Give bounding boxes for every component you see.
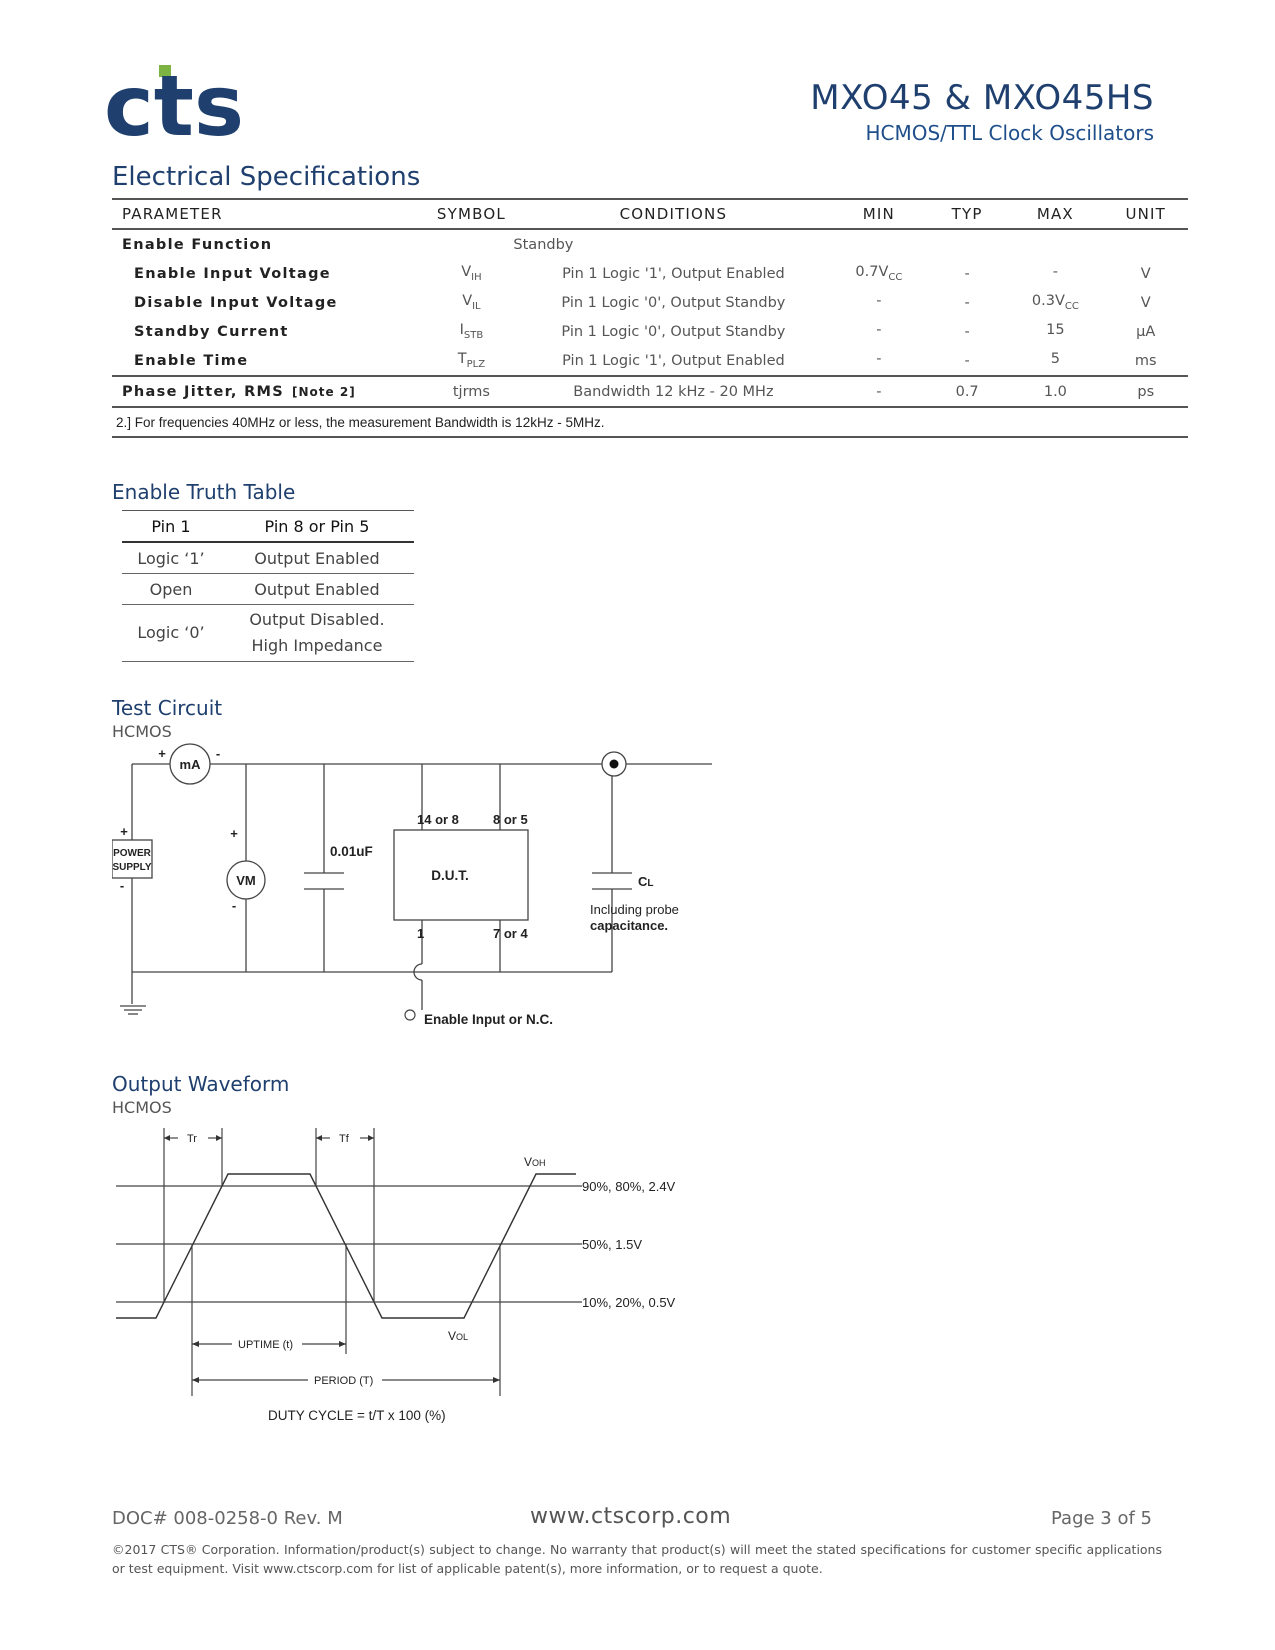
product-subtitle: HCMOS/TTL Clock Oscillators	[865, 121, 1154, 145]
symbol-cell: $V_{IL}$	[462, 293, 481, 312]
col-unit: UNIT	[1104, 199, 1189, 229]
unit-cell: ms	[1134, 352, 1157, 369]
electrical-specifications-heading: Electrical Specifications	[112, 162, 421, 192]
ammeter-plus: +	[158, 746, 166, 761]
output-cell: Output Disabled. High Impedance	[220, 605, 414, 662]
spec-row	[112, 288, 1188, 317]
param-cell: Enable Time	[134, 352, 249, 369]
page-number: Page 3 of 5	[1051, 1508, 1152, 1529]
waveform-arrowheads	[164, 1135, 500, 1383]
col-conditions: CONDITIONS	[516, 199, 831, 229]
pin1-cell: Open	[122, 574, 220, 605]
note-reference: [Note 2]	[292, 384, 356, 399]
output-waveform-subheading: HCMOS	[112, 1098, 172, 1117]
typ-cell: -	[964, 265, 970, 282]
level-low-label: 10%, 20%, 0.5V	[582, 1295, 676, 1310]
truth-header-row	[122, 511, 414, 543]
uptime-label: UPTIME (t)	[238, 1339, 293, 1351]
spec-note-row	[112, 407, 1188, 437]
col-symbol: SYMBOL	[427, 199, 516, 229]
unit-cell: V	[1140, 265, 1151, 282]
level-high-label: 90%, 80%, 2.4V	[582, 1179, 676, 1194]
pin-enable-label: 1	[417, 926, 425, 941]
spec-header-row	[112, 199, 1188, 229]
max-cell: $0.3V_{CC}$	[1031, 293, 1079, 312]
pin-gnd-label: 7 or 4	[493, 926, 528, 941]
min-cell: -	[876, 293, 882, 310]
bypass-capacitor-label: 0.01uF	[330, 844, 373, 859]
symbol-cell: $I_{STB}$	[459, 322, 484, 341]
col-pin8-or-pin5: Pin 8 or Pin 5	[220, 511, 414, 543]
power-supply-plus: +	[120, 824, 128, 839]
voltmeter-minus: -	[231, 898, 237, 913]
spec-row	[112, 317, 1188, 346]
rise-time-label: Tr	[187, 1133, 197, 1145]
conditions-cell: Pin 1 Logic '1', Output Enabled	[562, 265, 785, 282]
truth-row	[122, 574, 414, 605]
ammeter-minus: -	[215, 746, 221, 761]
param-cell: Standby Current	[134, 323, 289, 340]
typ-cell: -	[964, 323, 970, 340]
spec-row	[112, 346, 1188, 376]
output-probe-dot	[610, 760, 619, 769]
website-link[interactable]: www.ctscorp.com	[530, 1504, 732, 1529]
load-capacitor-label: CL	[638, 874, 654, 889]
conditions-cell: Standby	[513, 236, 574, 253]
col-parameter: PARAMETER	[112, 199, 427, 229]
conditions-cell: Pin 1 Logic '1', Output Enabled	[562, 352, 785, 369]
level-mid-label: 50%, 1.5V	[582, 1237, 642, 1252]
voh-label: VOH	[524, 1155, 546, 1169]
col-pin1: Pin 1	[122, 511, 220, 543]
voltmeter-label: VM	[236, 873, 256, 888]
truth-row	[122, 542, 414, 574]
duty-cycle-formula: DUTY CYCLE = t/T x 100 (%)	[268, 1408, 446, 1423]
voltmeter-plus: +	[230, 826, 238, 841]
output-waveform-diagram	[112, 1120, 712, 1450]
electrical-specifications-table	[112, 198, 1188, 438]
max-cell: -	[1052, 264, 1058, 281]
symbol-cell: tjrms	[427, 376, 516, 407]
output-cell: Output Enabled	[220, 574, 414, 605]
document-number: DOC# 008-0258-0 Rev. M	[112, 1508, 343, 1529]
spec-row-enable-function	[112, 229, 1188, 259]
col-typ: TYP	[927, 199, 1007, 229]
spec-footnote: 2.] For frequencies 40MHz or less, the measurement Bandwidth is 12kHz - 5MHz.	[112, 407, 1188, 437]
conditions-cell: Pin 1 Logic '0', Output Standby	[561, 294, 786, 311]
output-cell: Output Enabled	[220, 542, 414, 574]
max-cell: 5	[1050, 351, 1060, 368]
probe-note-2: capacitance.	[590, 918, 669, 933]
power-supply-minus: -	[119, 878, 125, 893]
col-max: MAX	[1007, 199, 1103, 229]
test-circuit-heading: Test Circuit	[112, 696, 223, 720]
vol-label: VOL	[448, 1329, 469, 1343]
truth-row	[122, 605, 414, 662]
power-supply-label-2: SUPPLY	[112, 862, 152, 873]
waveform-lines	[116, 1128, 582, 1396]
pin-out-label: 8 or 5	[493, 812, 528, 827]
min-cell: -	[831, 376, 927, 407]
typ-cell: -	[964, 352, 970, 369]
param-cell: Phase Jitter, RMS [Note 2]	[112, 376, 427, 407]
min-cell: $0.7V_{CC}$	[855, 264, 903, 283]
enable-terminal	[405, 1010, 415, 1020]
enable-truth-table	[122, 510, 414, 662]
col-min: MIN	[831, 199, 927, 229]
typ-cell: 0.7	[927, 376, 1007, 407]
product-title: MXO45 & MXO45HS	[810, 78, 1154, 118]
logo-text: cts	[104, 62, 244, 144]
copyright-notice: ©2017 CTS® Corporation. Information/product(s) subject to change. No warranty that product(s) will meet the stated specifications for customer specific applications or test equipment. Visit www.ctscorp.com for list of applicable patent(s), more information, or to request a quote.	[112, 1542, 1162, 1576]
enable-input-label: Enable Input or N.C.	[424, 1012, 554, 1027]
truth-table-heading: Enable Truth Table	[112, 480, 296, 504]
min-cell: -	[876, 322, 882, 339]
dut-label: D.U.T.	[431, 868, 469, 883]
pin-vcc-label: 14 or 8	[417, 812, 459, 827]
fall-time-label: Tf	[339, 1133, 349, 1145]
output-waveform-heading: Output Waveform	[112, 1072, 290, 1096]
probe-note-1: Including probe	[590, 902, 679, 917]
spec-row	[112, 259, 1188, 288]
unit-cell: V	[1140, 294, 1151, 311]
param-cell: Disable Input Voltage	[134, 294, 338, 311]
pin1-cell: Logic ‘1’	[122, 542, 220, 574]
spec-row-phase-jitter	[112, 376, 1188, 407]
unit-cell: ps	[1104, 376, 1189, 407]
max-cell: 15	[1046, 322, 1065, 339]
ammeter-label: mA	[179, 757, 201, 772]
period-label: PERIOD (T)	[314, 1375, 374, 1387]
param-cell: Enable Input Voltage	[134, 265, 331, 282]
param-cell: Enable Function	[122, 236, 273, 253]
pin1-cell: Logic ‘0’	[122, 605, 220, 662]
test-circuit-diagram	[112, 742, 712, 1032]
max-cell: 1.0	[1007, 376, 1103, 407]
unit-cell: µA	[1136, 323, 1156, 340]
power-supply-label-1: POWER	[113, 848, 151, 859]
test-circuit-subheading: HCMOS	[112, 722, 172, 741]
conditions-cell: Bandwidth 12 kHz - 20 MHz	[516, 376, 831, 407]
symbol-cell: $V_{IH}$	[461, 264, 482, 283]
symbol-cell: $T_{PLZ}$	[457, 351, 486, 370]
typ-cell: -	[964, 294, 970, 311]
min-cell: -	[876, 351, 882, 368]
cts-logo	[104, 62, 244, 144]
conditions-cell: Pin 1 Logic '0', Output Standby	[561, 323, 786, 340]
